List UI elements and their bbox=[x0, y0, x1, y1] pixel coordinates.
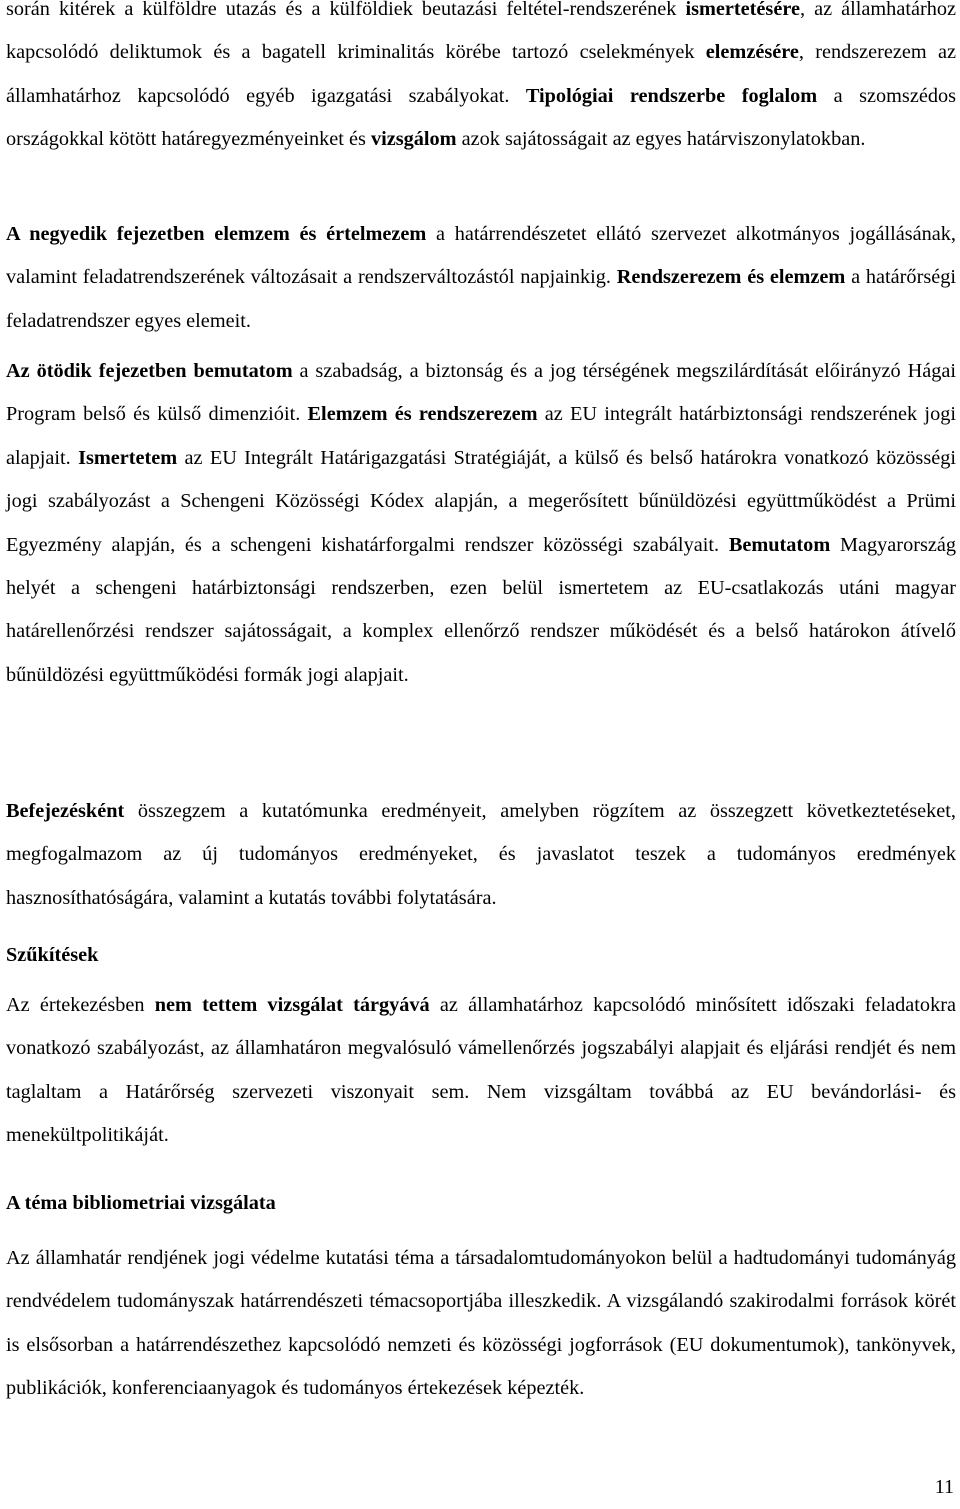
bold-text-run: elemzésére bbox=[705, 41, 799, 64]
paragraph-restrictions bbox=[6, 984, 956, 1158]
bold-text-run: Bemutatom bbox=[728, 533, 831, 556]
text-run: a szabadság, a biztonság és a jog térségének megszilárdítását előirányzó Hágai Program belső és külső dimenzióit. bbox=[6, 360, 956, 426]
page-number: 11 bbox=[934, 1476, 954, 1498]
paragraph-chapter-five bbox=[6, 350, 956, 697]
heading-bibliometric: A téma bibliometriai vizsgálata bbox=[6, 1192, 276, 1214]
bold-text-run: ismertetésére bbox=[685, 0, 800, 20]
text-run: az EU integrált határbiztonsági rendszerének jogi alapjait. bbox=[6, 403, 956, 469]
text-run: az EU Integrált Határigazgatási Stratégiáját, a külső és belső határokra vonatkozó közösségi jogi szabályozást a Schengeni Közösségi Kódex alapján, a megerősített bűnüldözési együttműködést a Prümi Egyezmény alapján, és a schengeni kishatárforgalmi rendszer közösségi szabályait. bbox=[6, 446, 956, 556]
text-run: azok sajátosságait az egyes határviszonylatokban. bbox=[456, 128, 866, 151]
bold-text-run: vizsgálom bbox=[370, 128, 457, 151]
text-run: , az államhatárhoz kapcsolódó deliktumok és a bagatell kriminalitás körébe tartozó cselekmények bbox=[6, 0, 956, 64]
text-run: a szomszédos országokkal kötött határegyezményeinket és bbox=[6, 84, 956, 151]
bold-text-run: nem tettem vizsgálat tárgyává bbox=[154, 994, 430, 1016]
bold-text-run: Befejezésként bbox=[6, 800, 125, 822]
bold-text-run: Tipológiai rendszerbe foglalom bbox=[525, 84, 818, 107]
text-run: Az államhatár rendjének jogi védelme kutatási téma a társadalomtudományokon belül a hadtudományi tudományág rendvédelem tudományszak határrendészeti témacsoportjába illeszkedik. A vizsgálandó szakirodalmi források körét is elsősorban a határrendészethez kapcsolódó nemzeti és közösségi jogforrások (EU dokumentumok), tankönyvek, publikációk, konferenciaanyagok és tudományos értekezések képezték. bbox=[6, 1247, 956, 1400]
paragraph-bibliometric bbox=[6, 1237, 956, 1411]
text-run: az államhatárhoz kapcsolódó minősített időszaki feladatokra vonatkozó szabályozást, az államhatáron megvalósuló vámellenőrzés jogszabályi alapjait és eljárási rendjét és nem taglaltam a Határőrség szervezeti viszonyait sem. Nem vizsgáltam továbbá az EU bevándorlási- és menekültpolitikáját. bbox=[6, 994, 956, 1147]
text-run: , rendszerezem az államhatárhoz kapcsolódó egyéb igazgatási szabályokat. bbox=[6, 41, 956, 107]
text-run: Magyarország helyét a schengeni határbiztonsági rendszerben, ezen belül ismertetem az EU-csatlakozás utáni magyar határellenőrzési rendszer sajátosságait, a komplex ellenőrző rendszer működését és a belső határokon átívelő bűnüldözési együttműködési formák jogi alapjait. bbox=[6, 533, 956, 686]
paragraph-chapter-four bbox=[6, 213, 956, 343]
bold-text-run: Ismertetem bbox=[78, 446, 178, 469]
text-run: Az értekezésben bbox=[6, 994, 155, 1016]
text-run: a határőrségi feladatrendszer egyes elemeit. bbox=[6, 266, 956, 332]
bold-text-run: Elemzem és rendszerezem bbox=[307, 403, 538, 426]
text-run: a határrendészetet ellátó szervezet alkotmányos jogállásának, valamint feladatrendszerének változásait a rendszerváltozástól napjainkig. bbox=[6, 223, 956, 289]
text-run: során kitérek a külföldre utazás és a külföldiek beutazási feltétel-rendszerének bbox=[6, 0, 686, 20]
bold-text-run: Az ötödik fejezetben bemutatom bbox=[6, 360, 293, 382]
bold-text-run: A negyedik fejezetben elemzem és értelmezem bbox=[6, 223, 427, 245]
text-run: összegzem a kutatómunka eredményeit, amelyben rögzítem az összegzett következtetéseket, megfogalmazom az új tudományos eredményeket, és javaslatot teszek a tudományos eredmények hasznosíthatóságára, valamint a kutatás további folytatására. bbox=[6, 800, 956, 909]
paragraph-conclusion bbox=[6, 790, 956, 920]
paragraph-chapter-three-end bbox=[6, 0, 956, 162]
bold-text-run: Rendszerezem és elemzem bbox=[616, 266, 846, 289]
heading-restrictions: Szűkítések bbox=[6, 944, 99, 966]
